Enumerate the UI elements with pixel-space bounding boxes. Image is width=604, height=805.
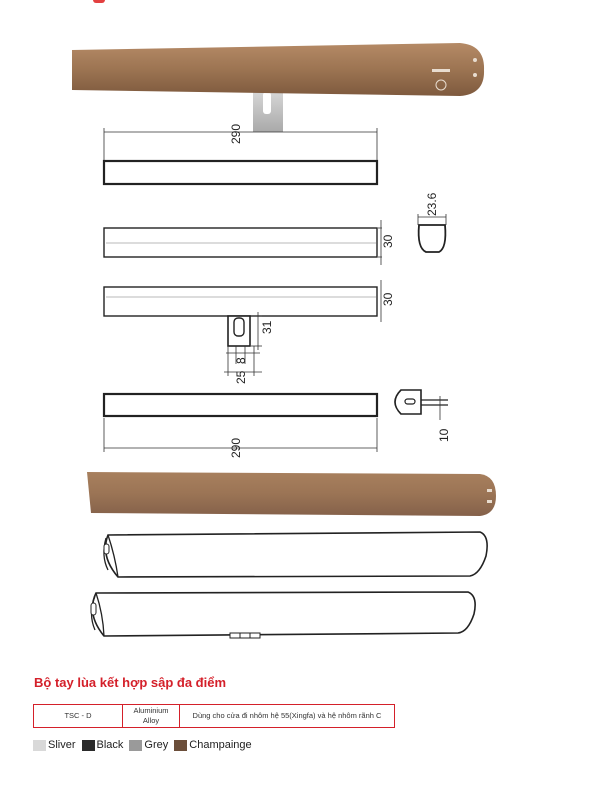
dimension-length-bottom (104, 418, 377, 458)
swatch-black (82, 739, 124, 751)
handle-photo-bottom (87, 472, 496, 516)
dim-25: 25 (234, 370, 248, 384)
dim-290-bottom: 290 (229, 437, 243, 458)
color-swatches (33, 739, 252, 751)
swatch-label: Champainge (189, 739, 252, 751)
dim-290-top: 290 (229, 123, 243, 144)
swatch-grey (129, 739, 168, 751)
dim-23-6: 23.6 (425, 192, 439, 216)
dim-10: 10 (437, 428, 451, 442)
swatch-champainge (174, 739, 251, 751)
side-view-bar-1 (104, 220, 395, 265)
spec-table (33, 704, 395, 728)
perspective-drawing-1 (104, 532, 487, 577)
material-cell: Aluminium Alloy (123, 705, 180, 728)
dimension-length-top (104, 124, 377, 160)
swatch-label: Black (96, 739, 124, 751)
color-chip-champainge (174, 740, 187, 751)
end-view-profile (418, 192, 446, 252)
bottom-view-bar (104, 394, 377, 416)
dim-8: 8 (234, 357, 248, 364)
perspective-drawing-2 (91, 592, 475, 638)
product-code-cell: TSC - D (34, 705, 123, 728)
dim-31: 31 (260, 320, 274, 334)
usage-cell: Dùng cho cửa đi nhôm hệ 55(Xingfa) và hệ nhôm rãnh C (180, 705, 395, 728)
table-row (34, 705, 395, 728)
dim-30-a: 30 (381, 234, 395, 248)
product-title: Bộ tay lùa kết hợp sập đa điểm (34, 675, 227, 690)
swatch-label: Sliver (48, 739, 76, 751)
color-chip-sliver (33, 740, 46, 751)
swatch-label: Grey (144, 739, 169, 751)
side-view-bar-2 (104, 280, 395, 384)
swatch-sliver (33, 739, 76, 751)
color-chip-black (82, 740, 95, 751)
handle-photo-top (72, 43, 484, 132)
top-view-bar (104, 161, 377, 184)
end-view-with-clip (395, 390, 451, 442)
dim-30-b: 30 (381, 292, 395, 306)
color-chip-grey (129, 740, 142, 751)
